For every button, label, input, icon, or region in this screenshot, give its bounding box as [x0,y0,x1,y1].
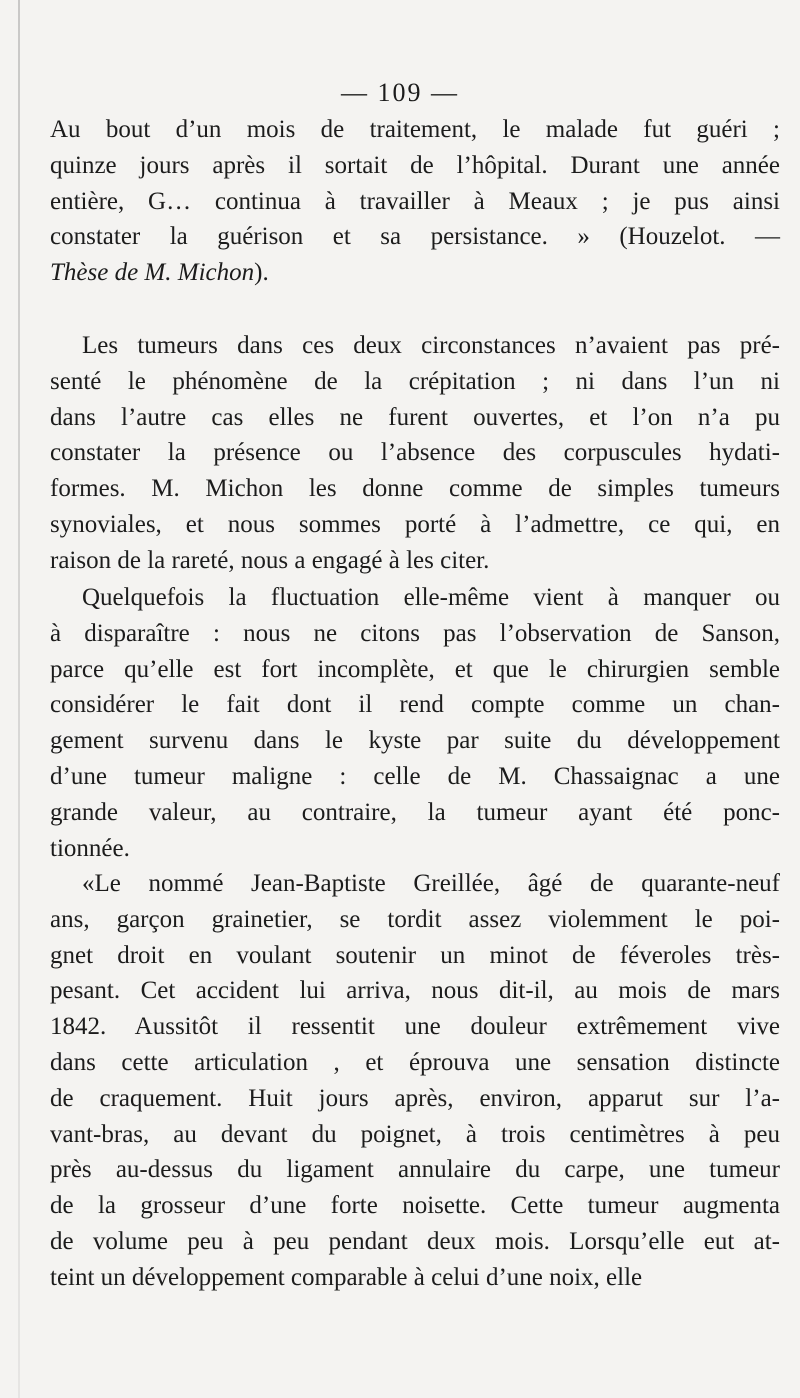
text-line: formes. M. Michon les donne comme de simples tumeurs [50,475,780,503]
text-line: «Le nommé Jean-Baptiste Greillée, âgé de quarante-neuf [82,870,780,897]
text-line: Les tumeurs dans ces deux circonstances n’avaient pas pré- [82,332,780,359]
paragraph-4 [50,866,780,1296]
text-line: gnet droit en voulant soutenir un minot de féveroles très- [50,941,780,969]
citation-end: ). [254,259,269,287]
text-line: Quelquefois la fluctuation elle-même vient à manquer ou [82,584,780,611]
text-line: vant-bras, au devant du poignet, à trois centimètres à peu [50,1120,780,1148]
citation-line [50,255,780,291]
text-line: d’une tumeur maligne : celle de M. Chassaignac a une [50,762,780,790]
text-line: tionnée. [50,834,130,862]
text-line: à disparaître : nous ne citons pas l’observation de Sanson, [50,619,780,647]
text-line: ans, garçon grainetier, se tordit assez violemment le poi- [50,905,780,933]
text-line: considérer le fait dont il rend compte comme un chan- [50,691,780,719]
text-line: dans cette articulation , et éprouva une sensation distincte [50,1048,780,1076]
text-line: parce qu’elle est fort incomplète, et que le chirurgien semble [50,655,780,683]
text-line: gement survenu dans le kyste par suite du développement [50,727,780,755]
page-number: — 109 — [341,78,459,107]
text-line: teint un développement comparable à celui d’une noix, elle [50,1263,643,1291]
text-line: pesant. Cet accident lui arriva, nous dit-il, au mois de mars [50,977,780,1005]
text-line: 1842. Aussitôt il ressentit une douleur extrêmement vive [50,1013,780,1041]
paragraph-3 [50,580,780,866]
text-line: de volume peu à peu pendant deux mois. Lorsqu’elle eut at- [50,1227,780,1255]
text-line: grande valeur, au contraire, la tumeur ayant été ponc- [50,798,780,826]
text-line: Au bout d’un mois de traitement, le malade fut guéri ; [50,116,780,143]
text-line: dans l’autre cas elles ne furent ouvertes, et l’on n’a pu [50,403,780,431]
paragraph-2 [50,328,780,579]
text-line: constater la présence ou l’absence des corpuscules hydati- [50,439,780,467]
text-line: entière, G… continua à travailler à Meaux ; je pus ainsi [50,187,780,215]
text-line: constater la guérison et sa persistance. » (Houzelot. — [50,223,780,251]
text-line: synoviales, et nous sommes porté à l’admettre, ce qui, en [50,510,780,538]
text-line: de la grosseur d’une forte noisette. Cette tumeur augmenta [50,1192,780,1220]
text-line: senté le phénomène de la crépitation ; ni dans l’un ni [50,367,780,395]
text-line: de craquement. Huit jours après, environ, apparut sur l’a- [50,1084,780,1112]
binding-gutter-line [18,0,20,1398]
text-line: près au-dessus du ligament annulaire du carpe, une tumeur [50,1156,780,1184]
text-line: raison de la rareté, nous a engagé à les citer. [50,546,490,574]
paragraph-1 [50,112,780,291]
citation-title: Thèse de M. Michon [50,259,255,287]
text-line: quinze jours après il sortait de l’hôpital. Durant une année [50,151,780,179]
